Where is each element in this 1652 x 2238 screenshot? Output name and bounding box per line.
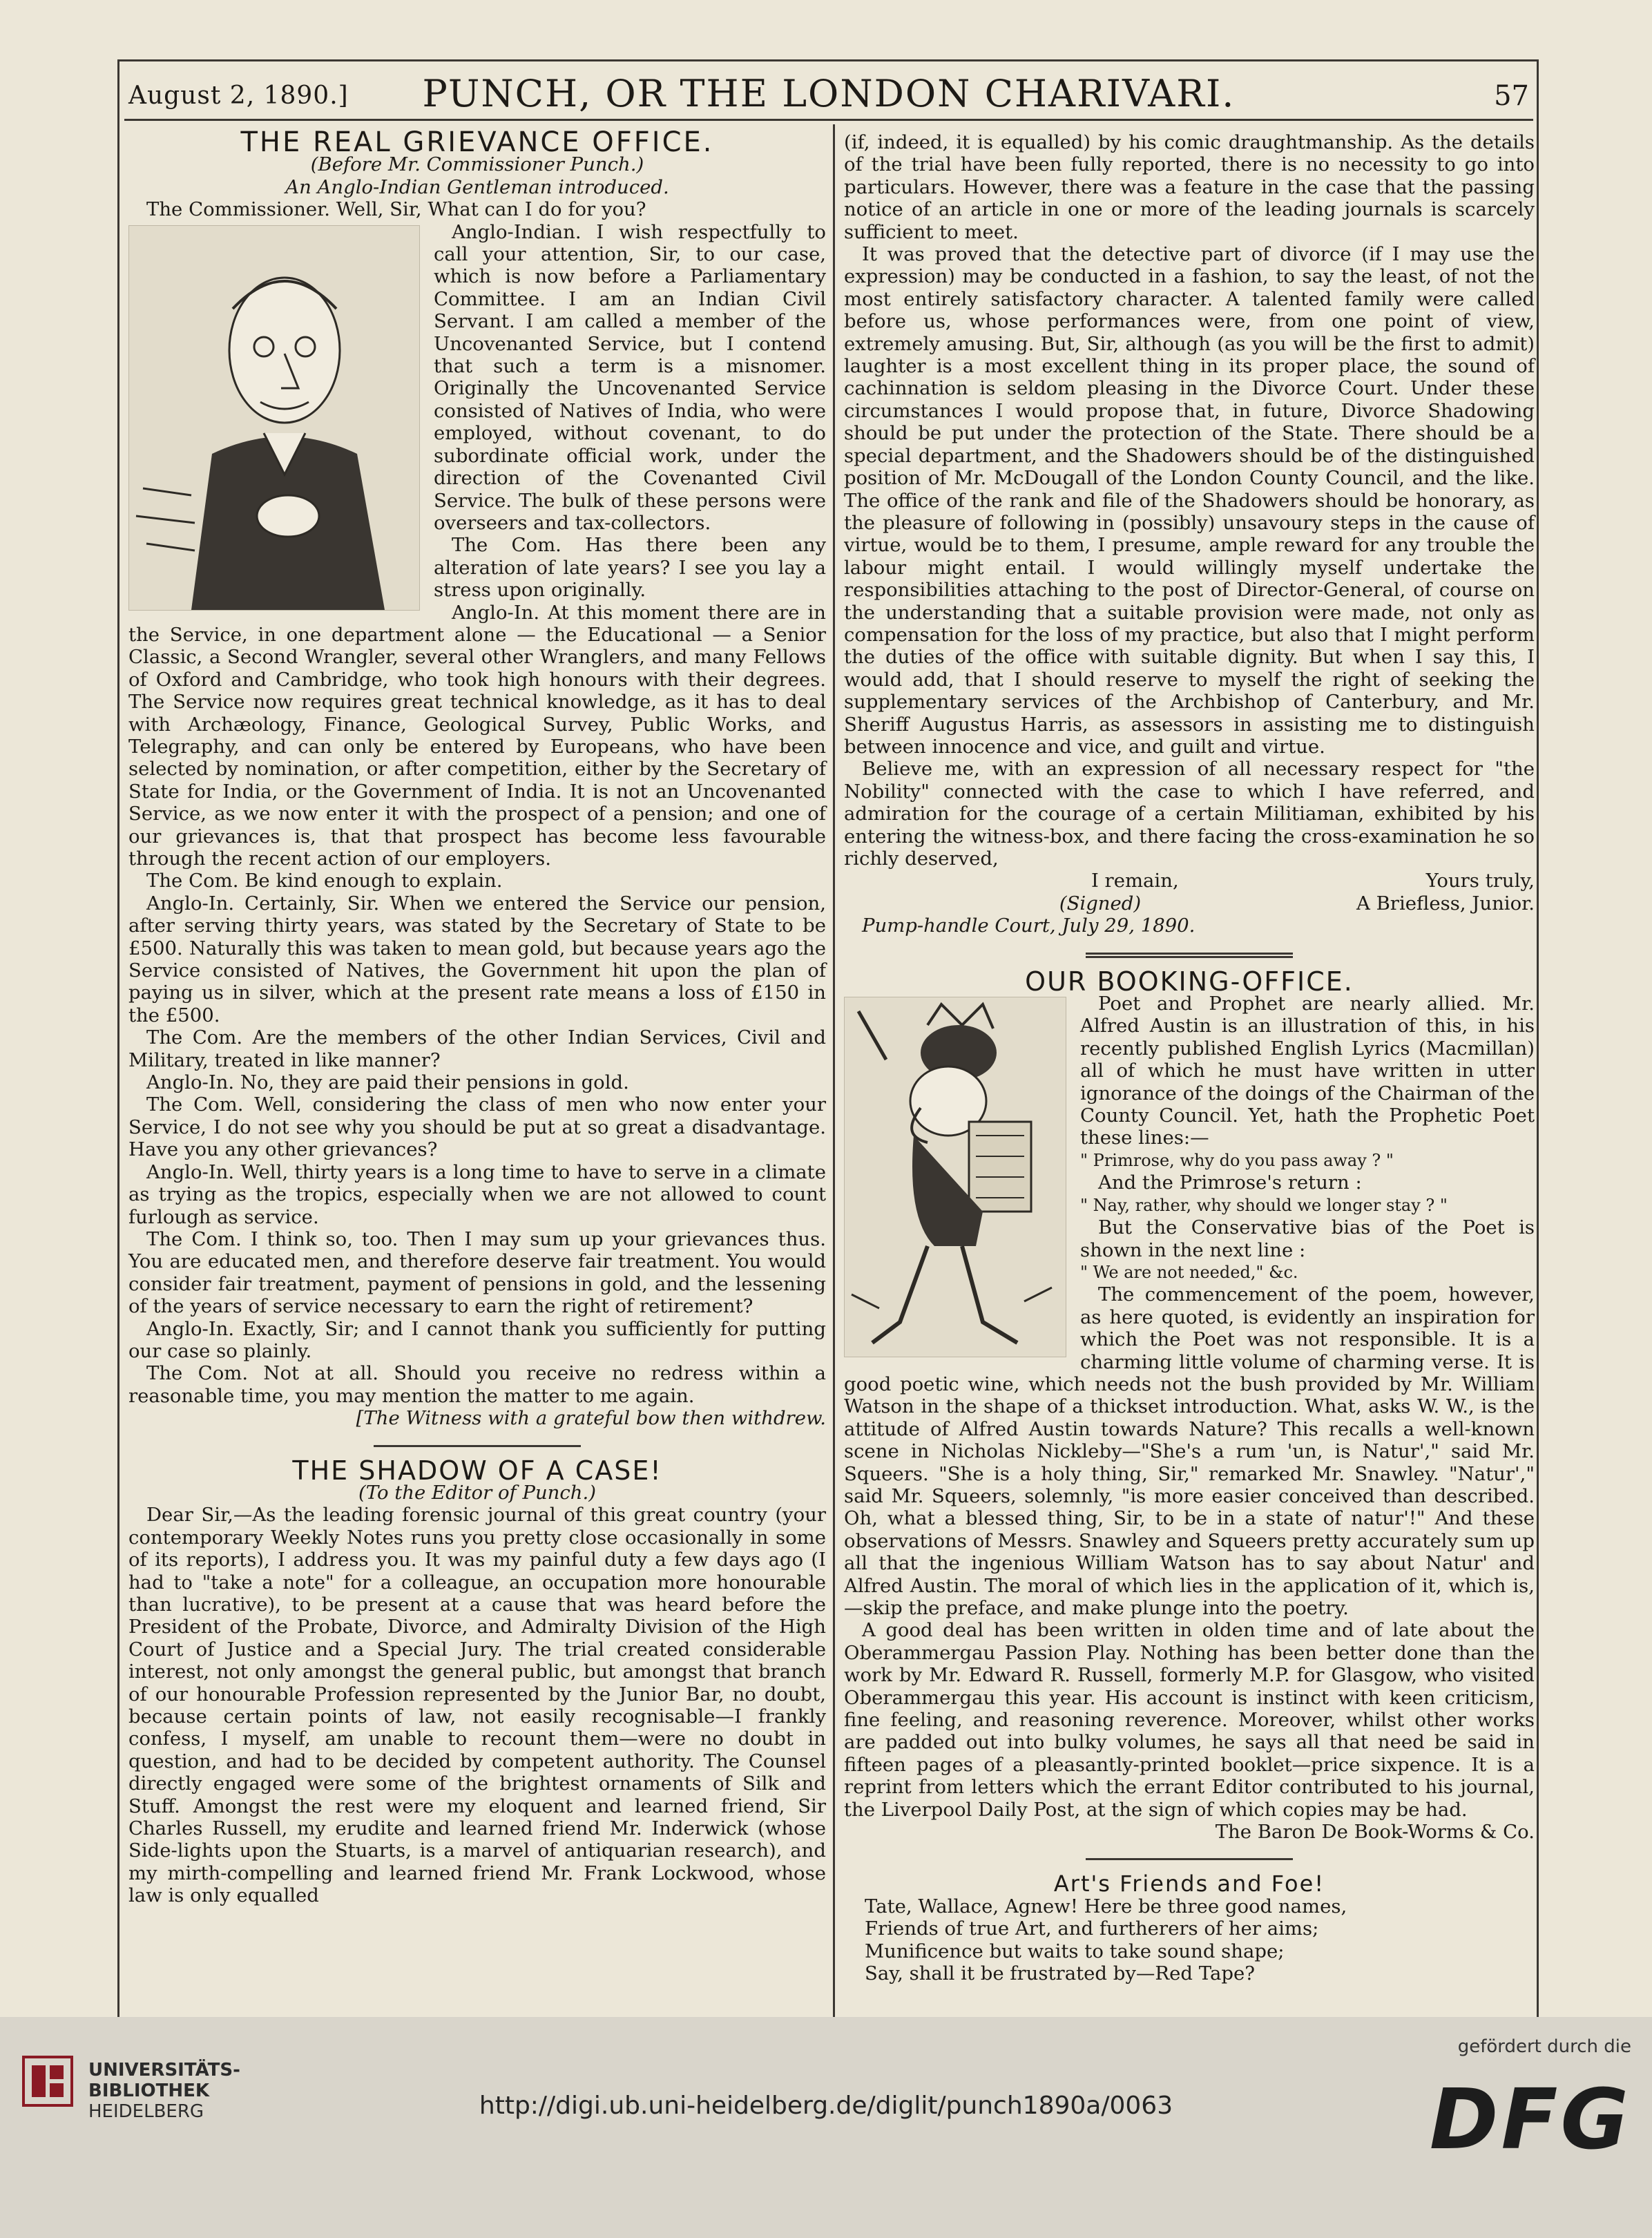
left-column [128,126,826,1907]
grievance-paragraph: The Commissioner. Well, Sir, What can I do for you? [146,198,646,221]
section-rule [374,1445,581,1447]
shadow-place: Pump-handle Court, July 29, 1890. [862,915,1195,937]
grievance-paragraph: Anglo-In. Exactly, Sir; and I cannot thank you sufficiently for putting our case so plainly. [128,1317,826,1362]
shadow-subtitle: (To the Editor of Punch.) [358,1481,596,1504]
grievance-subtitle: (Before Mr. Commissioner Punch.) [310,153,644,176]
right-column [844,131,1535,1985]
booking-signature: The Baron De Book-Worms & Co. [1215,1821,1535,1844]
shadow-title: THE SHADOW OF A CASE! [292,1455,662,1486]
signer-name: A Briefless, Junior. [1356,892,1535,915]
sign-remain: I remain, [1091,870,1179,892]
grievance-paragraph: Anglo-In. No, they are paid their pensions in gold. [146,1071,629,1094]
grievance-paragraph: The Com. Be kind enough to explain. [146,870,503,892]
grievance-paragraph: The Com. Not at all. Should you receive no redress within a reasonable time, you may mention the matter to me again. [128,1362,826,1407]
grievance-paragraph: The Com. Are the members of the other Indian Services, Civil and Military, treated in like manner? [128,1026,826,1071]
column-divider [833,124,835,2058]
verse-line: Munificence but waits to take sound shape; [865,1940,1285,1962]
booking-title: OUR BOOKING-OFFICE. [1025,966,1354,997]
grievance-intro: An Anglo-Indian Gentleman introduced. [285,175,669,198]
booking-paragraph: A good deal has been written in olden time and of late about the Oberammergau Passion Play. Nothing has been better done than the work by Mr. Edward R. Russell, formerly M.P. for Glasgow, who visited Oberammergau this year. His account is instinct with keen criticism, fine feeling, and reasoning reverence. Moreover, whilst other works are padded out into bulky volumes, he says all that need be said in fifteen pages of a pleasantly-printed booklet—price sixpence. It is a reprint from letters which the errant Editor contributed to his journal, the Liverpool Daily Post, at the sign of which copies may be had. [844,1619,1535,1821]
shadow-paragraph: Believe me, with an expression of all necessary respect for "the Nobility" connected with the case to which I have referred, and admiration for the courage of a certain Militiaman, exhibited by his entering the witness-box, and there facing the cross-examination he so richly deserved, [844,758,1535,870]
verse-line: Friends of true Art, and furtherers of her aims; [865,1917,1319,1940]
section-rule [1086,953,1293,958]
signed-label: (Signed) [1059,892,1142,915]
grievance-closing: [The Witness with a grateful bow then withdrew. [356,1407,826,1430]
masthead-title: PUNCH, OR THE LONDON CHARIVARI. [422,72,1236,115]
shadow-paragraph: Dear Sir,—As the leading forensic journal of this great country (your contemporary Weekly Notes runs you pretty close occasionally in some of its reports), I address you. It was my painful duty a few days ago (I had to "take a note" for a colleague, an occupation more honourable than lucrative), to be present at a cause that was heard before the President of the Probate, Divorce, and Admiralty Division of the High Court of Justice and a Special Jury. The trial created considerable interest, not only amongst the general public, but amongst that branch of our honourable Profession represented by the Junior Bar, no doubt, because certain points of law, not easily recognisable—I frankly confess, I myself, am unable to recount them—were no doubt in question, and had to be decided by competent authority. The Counsel directly engaged were some of the brightest ornaments of Silk and Stuff. Amongst the rest were my eloquent and learned friend, Sir Charles Russell, my erudite and learned friend Mr. Inderwick (whose Side-lights upon the Stuarts, is a marvel of antiquarian research), and my mirth-compelling and learned friend Mr. Frank Lockwood, whose law is only equalled [128,1504,826,1907]
booking-quote: " We are not needed," &c. [1080,1262,1298,1282]
sign-yours: Yours truly, [1425,870,1535,892]
grievance-paragraph: Anglo-Indian. I wish respectfully to call your attention, Sir, to our case, which is now before a Parliamentary Committee. I am an Indian Civil Servant. I am called a member of the Uncovenanted Service, but I contend that such a term is a misnomer. Originally the Uncovenanted Service consisted of Natives of India, who were employed, without covenant, to do subordinate official work, under the direction of the Covenanted Civil Service. The bulk of these persons were overseers and tax-collectors. [434,220,826,534]
dfg-logo[interactable]: DFG [1429,2072,1631,2168]
shadow-paragraph: It was proved that the detective part of divorce (if I may use the expression) may be conducted in a fashion, to say the least, of not the most entirely satisfactory character. A talented family were called before us, whose performances were, from one point of view, extremely amusing. But, Sir, although (as you will be the first to admit) laughter is a most excellent thing in its proper place, the sound of cachinnation is seldom pleasing in the Divorce Court. Under these circumstances I would propose that, in future, Divorce Shadowing should be put under the protection of the State. There should be a special department, and the Shadowers should be of the distinguished position of Mr. McDougall of the London County Council, and the like. The office of the rank and file of the Shadowers should be honorary, as the pleasure of following in (possibly) unsavoury steps in the cause of virtue, would be to them, I presume, ample reward for any trouble the labour might entail. I would willingly myself undertake the responsibilities attaching to the post of Director-General, of course on the understanding that a suitable provision were made, not only as compensation for the loss of my practice, but also that I might perform the duties of the office with suitable dignity. But when I say this, I would add, that I should reserve to myself the right of seeking the supplementary services of the Archbishop of Canterbury, and Mr. Sheriff Augustus Harris, as assessors in assisting me to distinguish between innocence and vice, and guilt and virtue. [844,243,1535,758]
booking-paragraph: And the Primrose's return : [1098,1171,1362,1194]
grievance-paragraph: Anglo-In. At this moment there are in the Service, in one department alone — the Educational — a Senior Classic, a Second Wrangler, several other Wranglers, and many Fellows of Oxford and Cambridge, who took high honours with their degrees. The Service now requires great technical knowledge, as it has to deal with Archæology, Finance, Geological Survey, Public Works, and Telegraphy, and can only be entered by Europeans, who have been selected by nomination, or after competition, either by the Secretary of State for India, or the Government of India. It is not an Uncovenanted Service, as we now enter it with the prospect of a pension; and one of our grievances is, that that prospect has become less favourable through the recent action of our employers. [128,601,826,870]
shadow-paragraph: (if, indeed, it is equalled) by his comic draughtmanship. As the details of the trial have been fully reported, there is no necessity to go into particulars. However, there was a feature in the case that the passing notice of an article in one or more of the leading journals is scarcely sufficient to meet. [844,131,1535,243]
shadow-sign-line [844,870,1535,892]
anglo-indian-caricature [128,225,420,611]
grievance-paragraph: Anglo-In. Well, thirty years is a long time to have to serve in a climate as trying as the tropics, especially when we are not allowed to count furlough as service. [128,1160,826,1228]
shadow-signature [844,892,1535,915]
funded-by-label: gefördert durch die [1457,2036,1631,2057]
verse-line: Tate, Wallace, Agnew! Here be three good names, [865,1895,1347,1917]
page-header [124,69,1533,121]
library-footer [0,2017,1652,2238]
arts-verse [844,1895,1535,1985]
verse-line: Say, shall it be frustrated by—Red Tape? [865,1962,1255,1985]
booking-paragraph: Poet and Prophet are nearly allied. Mr. Alfred Austin is an illustration of this, in his recently published English Lyrics (Macmillan) all of which he must have written in utter ignorance of the doings of the Chairman of the County Council. Yet, hath the Prophetic Poet these lines:— [1080,993,1535,1149]
digital-copy-url[interactable]: http://digi.ub.uni-heidelberg.de/diglit/punch1890a/0063 [479,2092,1173,2120]
section-rule [1086,1858,1293,1860]
grievance-paragraph: The Com. Has there been any alteration of late years? I see you lay a stress upon originally. [434,534,826,602]
grievance-title: THE REAL GRIEVANCE OFFICE. [240,126,714,158]
booking-quote: " Nay, rather, why should we longer stay ? " [1080,1195,1448,1215]
punch-drawing [845,997,1066,1357]
header-date: August 2, 1890.] [128,82,349,110]
library-name: UNIVERSITÄTS- BIBLIOTHEK HEIDELBERG [88,2060,240,2122]
caricature-drawing [129,226,419,610]
page-number: 57 [1494,80,1529,112]
arts-title: Art's Friends and Foe! [1053,1871,1325,1897]
grievance-paragraph: The Com. Well, considering the class of men who now enter your Service, I do not see why you should be put at so great a disadvantage. Have you any other grievances? [128,1093,826,1161]
grievance-paragraph: Anglo-In. Certainly, Sir. When we entered the Service our pension, after serving thirty years, was stated by the Secretary of State to be £500. Naturally this was taken to mean gold, but because years ago the Service consisted of Natives, the Government hit upon the plan of paying us in silver, which at the present rate means a loss of £150 in the £500. [128,892,826,1026]
grievance-paragraph: The Com. I think so, too. Then I may sum up your grievances thus. You are educated men, and therefore deserve fair treatment. You would consider fair treatment, payment of pensions in gold, and the lessening of the years of service necessary to earn the right of retirement? [128,1227,826,1318]
punch-character-illustration [844,997,1066,1357]
booking-paragraph: But the Conservative bias of the Poet is shown in the next line : [1080,1216,1535,1261]
booking-paragraph: The commencement of the poem, however, as here quoted, is evidently an inspiration for which the Poet was not responsible. It is a charming little volume of charming verse. It is good poetic wine, which needs not the bush provided by Mr. William Watson in the shape of a thickset introduction. What, asks W. W., is the attitude of Alfred Austin towards Nature? This recalls a well-known scene in Nicholas Nickleby—"She's a rum 'un, is Natur'," said Mr. Squeers. "She is a holy thing, Sir," remarked Mr. Snawley. "Natur'," said Mr. Squeers, solemnly, "is more easier conceived than described. Oh, what a blessed thing, Sir, to be in a state of natur'!" And these observations of Messrs. Snawley and Squeers pretty accurately sum up all that the ingenious William Watson has to say about Natur' and Alfred Austin. The moral of which lies in the application of it, which is,—skip the preface, and make plunge into the poetry. [844,1283,1535,1619]
booking-quote: " Primrose, why do you pass away ? " [1080,1150,1394,1170]
